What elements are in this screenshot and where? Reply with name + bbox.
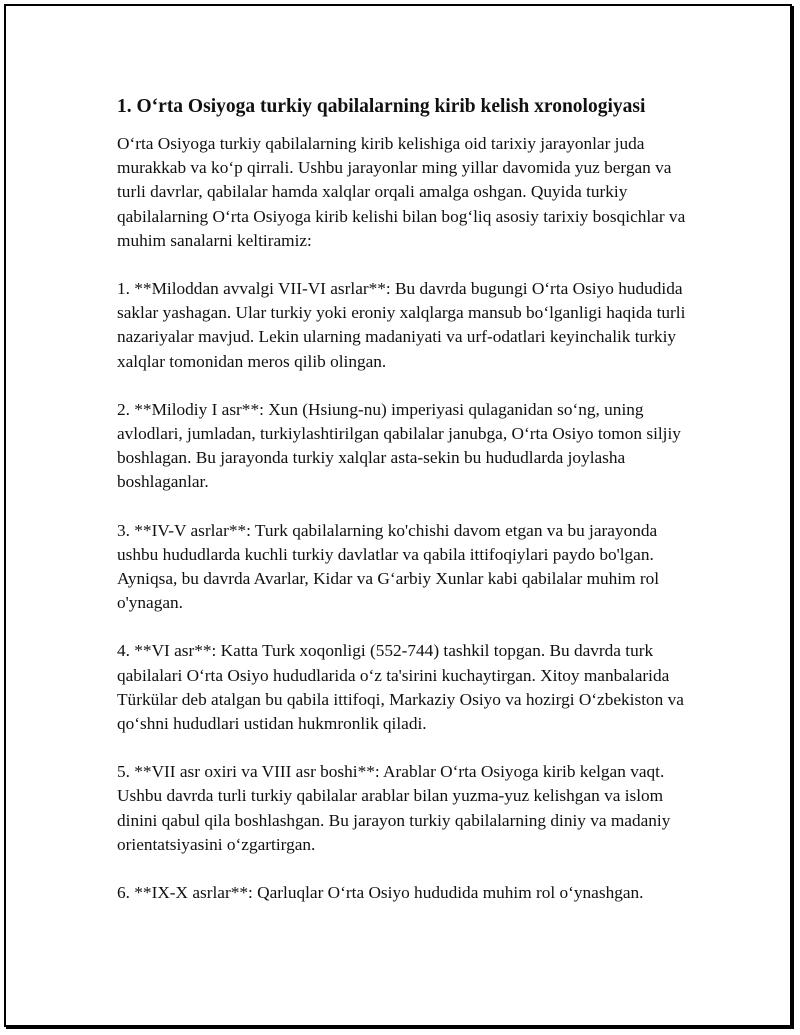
- paragraph-intro: O‘rta Osiyoga turkiy qabilalarning kirib kelishiga oid tarixiy jarayonlar juda murakkab va ko‘p qirrali. Ushbu jarayonlar ming yillar davomida yuz bergan va turli davrlar, qabilalar hamda xalqlar orqali amalga oshgan. Quyida turkiy qabilalarning O‘rta Osiyoga kirib kelishi bilan bog‘liq asosiy tarixiy bosqichlar va muhim sanalarni keltiramiz:: [117, 134, 686, 250]
- paragraph-item-5: 5. **VII asr oxiri va VIII asr boshi**: Arablar O‘rta Osiyoga kirib kelgan vaqt. Ushbu davrda turli turkiy qabilalar arablar bilan yuzma-yuz kelishgan va islom dinini qabul qila boshlashgan. Bu jarayon turkiy qabilalarning diniy va madaniy orientatsiyasini o‘zgartirgan.: [117, 762, 671, 854]
- paragraph-item-4: 4. **VI asr**: Katta Turk xoqonligi (552-744) tashkil topgan. Bu davrda turk qabilalari O‘rta Osiyo hududlarida o‘z ta'sirini kuchaytirgan. Xitoy manbalarida Türkülar deb atalgan bu qabila ittifoqi, Markaziy Osiyo va hozirgi O‘zbekiston va qo‘shni hududlari ustidan hukmronlik qiladi.: [117, 641, 684, 734]
- paragraph-item-1: 1. **Miloddan avvalgi VII-VI asrlar**: Bu davrda bugungi O‘rta Osiyo hududida saklar yashagan. Ular turkiy yoki eroniy xalqlarga mansub bo‘lganligi haqida turli nazariyalar mavjud. Lekin ularning madaniyati va urf-odatlari keyinchalik turkiy xalqlar tomonidan meros qilib olingan.: [117, 279, 686, 371]
- paragraph-item-3: 3. **IV-V asrlar**: Turk qabilalarning ko'chishi davom etgan va bu jarayonda ushbu hududlarda kuchli turkiy davlatlar va qabila ittifoqiylari paydo bo'lgan. Ayniqsa, bu davrda Avarlar, Kidar va G‘arbiy Xunlar kabi qabilalar muhim rol o'ynagan.: [117, 520, 660, 613]
- document-body: [117, 93, 692, 929]
- document-title: 1. O‘rta Osiyoga turkiy qabilalarning kirib kelish xronologiyasi: [117, 96, 646, 117]
- paragraph-item-6: 6. **IX-X asrlar**: Qarluqlar O‘rta Osiyo hududida muhim rol o‘ynashgan.: [117, 883, 644, 903]
- paragraph-item-2: 2. **Milodiy I asr**: Xun (Hsiung-nu) imperiyasi qulaganidan so‘ng, uning avlodlari, jumladan, turkiylashtirilgan qabilalar janubga, O‘rta Osiyo tomon siljiy boshlagan. Bu jarayonda turkiy xalqlar asta-sekin bu hududlarda joylasha boshlaganlar.: [117, 399, 681, 492]
